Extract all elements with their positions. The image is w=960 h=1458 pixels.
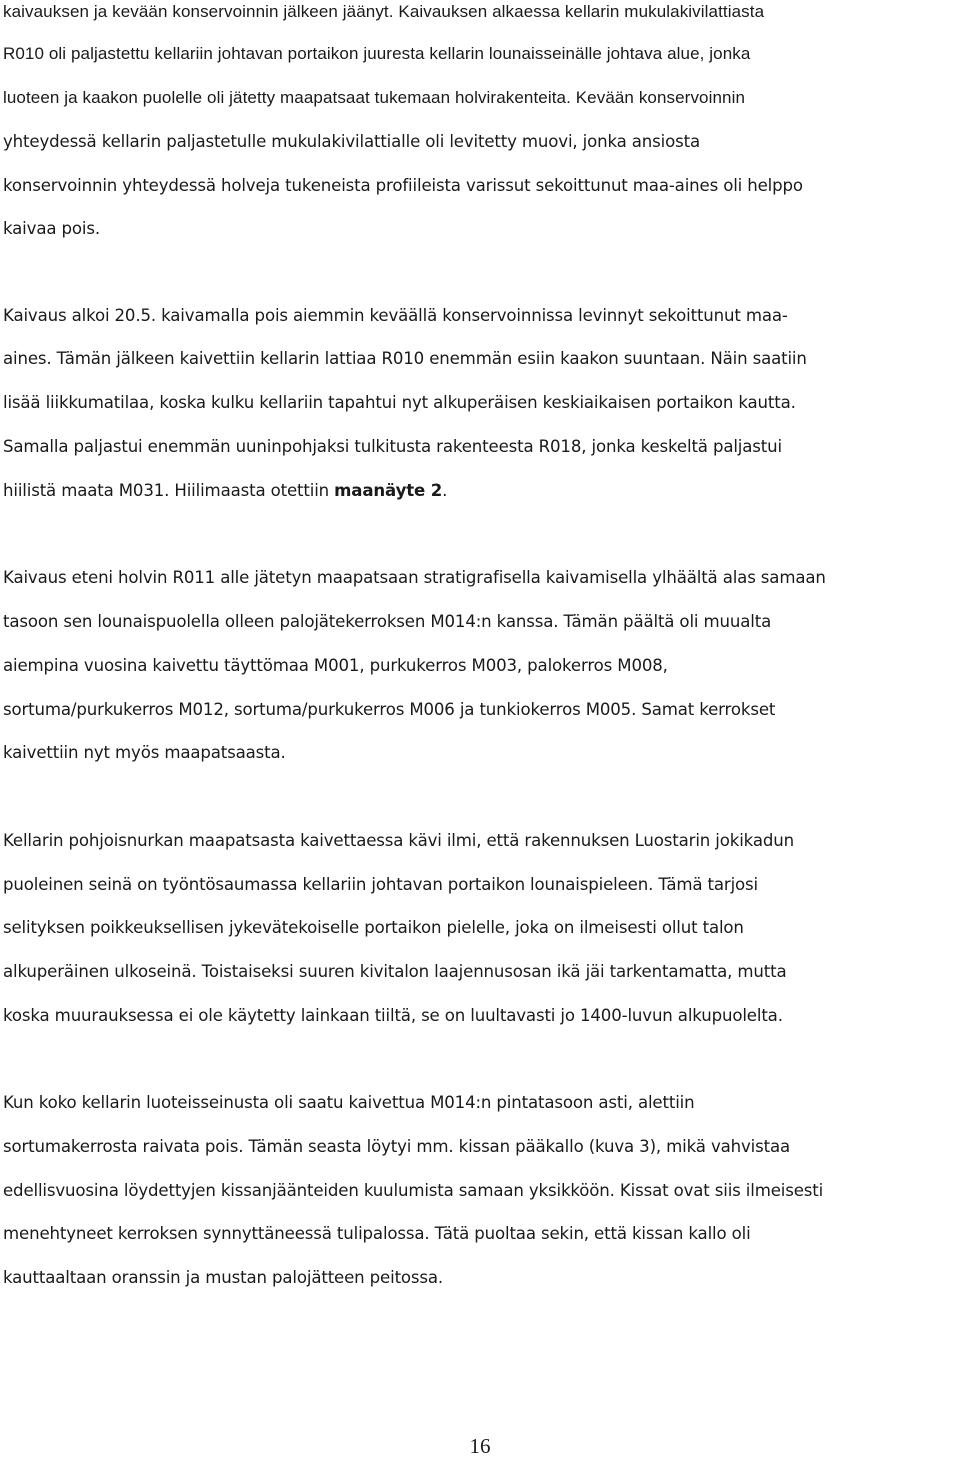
text-line: alkuperäinen ulkoseinä. Toistaiseksi suuren kivitalon laajennusosan ikä jäi tarkentamatta, mutta [3,962,787,981]
text-line: aines. Tämän jälkeen kaivettiin kellarin lattiaa R010 enemmän esiin kaakon suuntaan. Näin saatiin [3,349,807,368]
text-line: yhteydessä kellarin paljastetulle mukulakivilattialle oli levitetty muovi, jonka ansiosta [3,132,701,151]
text-line: Kun koko kellarin luoteisseinusta oli saatu kaivettua M014:n pintatasoon asti, alettiin [3,1093,695,1112]
text-line: lisää liikkumatilaa, koska kulku kellariin tapahtui nyt alkuperäisen keskiaikaisen portaikon kautta. [3,393,796,412]
text-line: selityksen poikkeuksellisen jykevätekoiselle portaikon pielelle, joka on ilmeisesti ollut talon [3,918,744,937]
text-line: kaivauksen ja kevään konservoinnin jälkeen jäänyt. Kaivauksen alkaessa kellarin mukulakivilattiasta [3,2,765,21]
text-line: sortuma/purkukerros M012, sortuma/purkukerros M006 ja tunkiokerros M005. Samat kerrokset [3,700,776,719]
text-run: . [442,481,448,500]
text-line: tasoon sen lounaispuolella olleen palojätekerroksen M014:n kanssa. Tämän päältä oli muualta [3,612,772,631]
text-line: puoleinen seinä on työntösaumassa kellariin johtavan portaikon lounaispieleen. Tämä tarjosi [3,875,759,894]
text-line: aiempina vuosina kaivettu täyttömaa M001, purkukerros M003, palokerros M008, [3,656,668,675]
text-line: menehtyneet kerroksen synnyttäneessä tulipalossa. Tätä puoltaa sekin, että kissan kallo oli [3,1224,751,1243]
text-line: edellisvuosina löydettyjen kissanjäänteiden kuulumista samaan yksikköön. Kissat ovat siis ilmeisesti [3,1181,824,1200]
text-line: sortumakerrosta raivata pois. Tämän seasta löytyi mm. kissan pääkallo (kuva 3), mikä vahvistaa [3,1137,791,1156]
text-line: konservoinnin yhteydessä holveja tukeneista profiileista varissut sekoittunut maa-aines oli helppo [3,176,803,195]
text-line: luoteen ja kaakon puolelle oli jätetty maapatsaat tukemaan holvirakenteita. Kevään konservoinnin [3,88,746,107]
text-run: hiilistä maata M031. Hiilimaasta otettiin [3,481,335,500]
sample-reference: maanäyte 2 [334,481,443,500]
text-line: Samalla paljastui enemmän uuninpohjaksi tulkitusta rakenteesta R018, jonka keskeltä paljastui [3,437,782,456]
text-line: kauttaaltaan oranssin ja mustan palojätteen peitossa. [3,1268,444,1287]
text-line: koska muurauksessa ei ole käytetty lainkaan tiiltä, se on luultavasti jo 1400-luvun alkupuolelta. [3,1006,783,1025]
text-line: Kaivaus eteni holvin R011 alle jätetyn maapatsaan stratigrafisella kaivamisella ylhäältä alas samaan [3,568,826,587]
text-line: Kellarin pohjoisnurkan maapatsasta kaivettaessa kävi ilmi, että rakennuksen Luostarin jokikadun [3,831,794,850]
text-line: kaivaa pois. [3,219,100,238]
text-line [3,479,447,503]
text-line: R010 oli paljastettu kellariin johtavan portaikon juuresta kellarin lounaisseinälle johtava alue, jonka [3,44,751,63]
text-line: kaivettiin nyt myös maapatsaasta. [3,743,286,762]
text-line: Kaivaus alkoi 20.5. kaivamalla pois aiemmin keväällä konservoinnissa levinnyt sekoittunut maa- [3,306,788,325]
page-number: 16 [469,1434,491,1458]
